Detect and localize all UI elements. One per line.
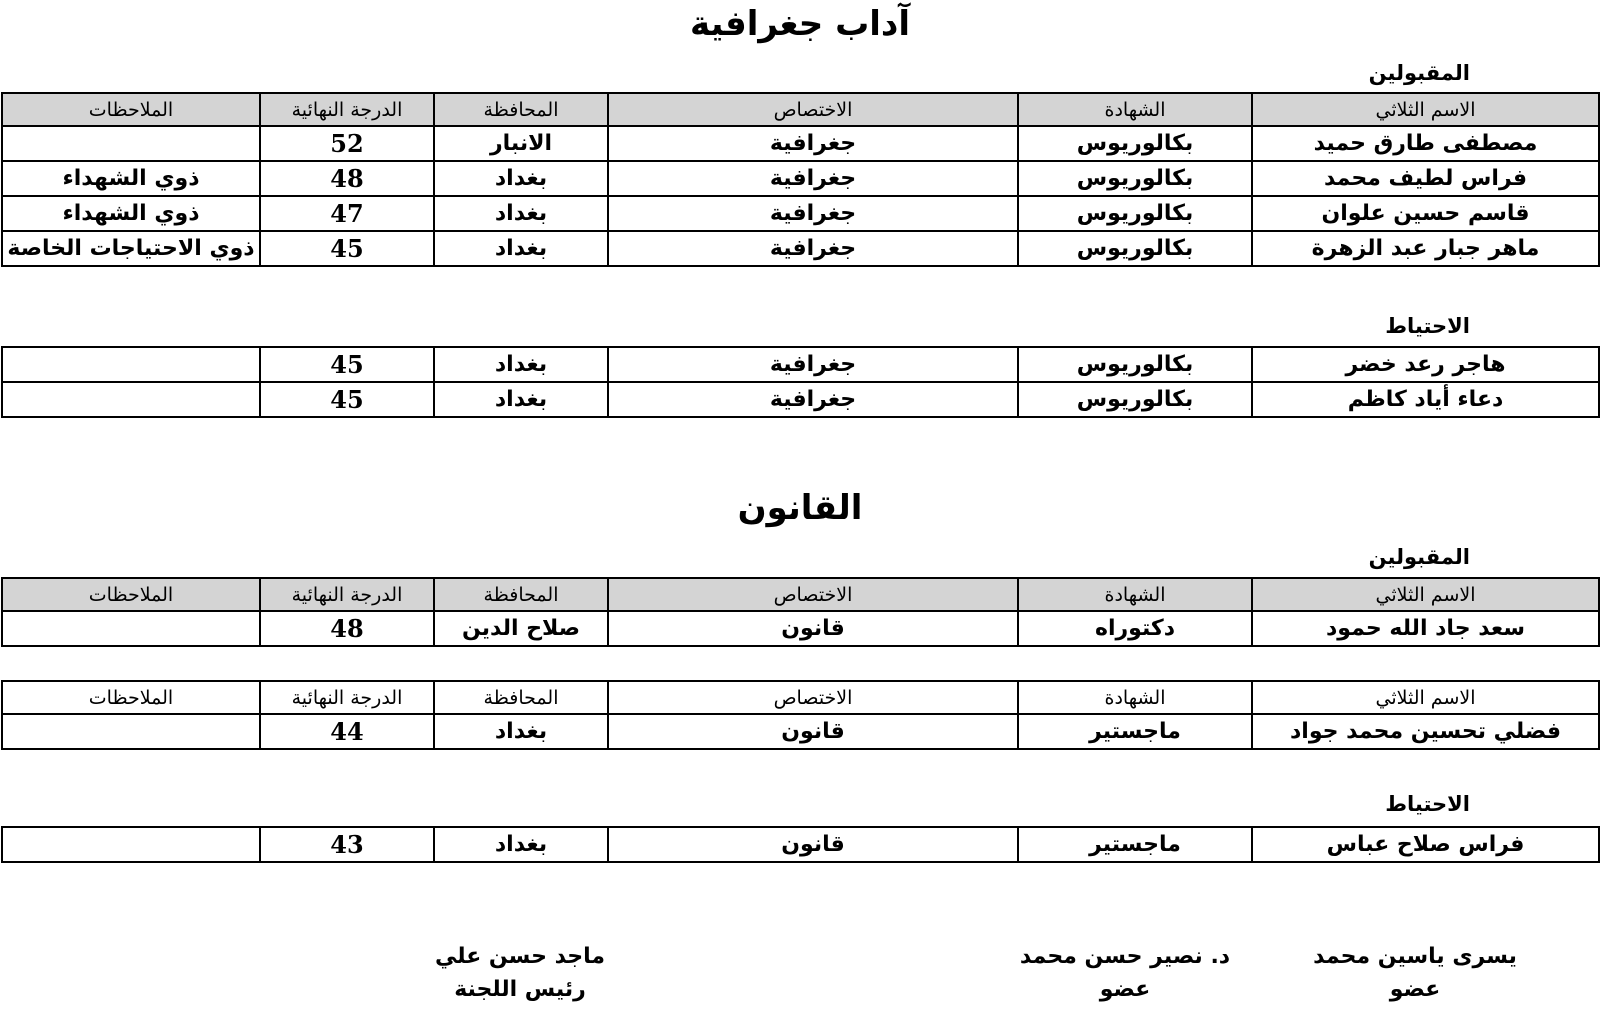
table-header-row (2, 681, 1599, 714)
cell-specialty: جغرافية (608, 161, 1018, 196)
cell-name: دعاء أياد كاظم (1252, 382, 1599, 417)
column-header-notes: الملاحظات (2, 578, 260, 611)
cell-province: بغداد (434, 714, 608, 749)
cell-notes (2, 827, 260, 862)
column-header-notes: الملاحظات (2, 93, 260, 126)
accepted-label-geography: المقبولين (1368, 61, 1470, 85)
column-header-name: الاسم الثلاثي (1252, 578, 1599, 611)
cell-name: فضلي تحسين محمد جواد (1252, 714, 1599, 749)
table-row (2, 611, 1599, 646)
column-header-name: الاسم الثلاثي (1252, 93, 1599, 126)
signatory-role: عضو (1099, 977, 1151, 1002)
cell-province: صلاح الدين (434, 611, 608, 646)
cell-score: 45 (260, 231, 434, 266)
cell-province: بغداد (434, 827, 608, 862)
column-header-score: الدرجة النهائية (260, 578, 434, 611)
cell-score: 48 (260, 611, 434, 646)
geography-accepted-table (1, 92, 1600, 267)
cell-specialty: قانون (608, 714, 1018, 749)
signatory-name: د. نصير حسن محمد (1019, 944, 1231, 969)
cell-name: ماهر جبار عبد الزهرة (1252, 231, 1599, 266)
cell-notes (2, 347, 260, 382)
signatory-name: ماجد حسن علي (434, 944, 606, 969)
cell-score: 45 (260, 382, 434, 417)
cell-name: فراس لطيف محمد (1252, 161, 1599, 196)
signature-block-member-1 (1290, 940, 1540, 1006)
cell-degree: دكتوراه (1018, 611, 1252, 646)
table-row (2, 196, 1599, 231)
cell-degree: ماجستير (1018, 714, 1252, 749)
table-header-row (2, 93, 1599, 126)
cell-notes: ذوي الاحتياجات الخاصة (2, 231, 260, 266)
table-row (2, 126, 1599, 161)
cell-score: 48 (260, 161, 434, 196)
column-header-specialty: الاختصاص (608, 681, 1018, 714)
cell-degree: بكالوريوس (1018, 161, 1252, 196)
cell-notes: ذوي الشهداء (2, 196, 260, 231)
column-header-score: الدرجة النهائية (260, 681, 434, 714)
cell-province: بغداد (434, 161, 608, 196)
signatory-role: عضو (1389, 977, 1441, 1002)
reserve-label-geography: الاحتياط (1385, 314, 1470, 338)
cell-specialty: جغرافية (608, 347, 1018, 382)
cell-degree: ماجستير (1018, 827, 1252, 862)
signatory-name: يسرى ياسين محمد (1313, 944, 1517, 969)
cell-name: هاجر رعد خضر (1252, 347, 1599, 382)
cell-notes (2, 382, 260, 417)
table-row (2, 161, 1599, 196)
table-header-row (2, 578, 1599, 611)
column-header-degree: الشهادة (1018, 93, 1252, 126)
cell-specialty: جغرافية (608, 126, 1018, 161)
law-reserve-table (1, 826, 1600, 863)
table-row (2, 827, 1599, 862)
cell-specialty: جغرافية (608, 231, 1018, 266)
cell-notes (2, 126, 260, 161)
cell-degree: بكالوريوس (1018, 231, 1252, 266)
column-header-specialty: الاختصاص (608, 93, 1018, 126)
cell-degree: بكالوريوس (1018, 347, 1252, 382)
section-title-law: القانون (737, 488, 863, 528)
cell-score: 52 (260, 126, 434, 161)
cell-score: 45 (260, 347, 434, 382)
cell-province: بغداد (434, 196, 608, 231)
column-header-degree: الشهادة (1018, 681, 1252, 714)
cell-province: بغداد (434, 382, 608, 417)
cell-degree: بكالوريوس (1018, 196, 1252, 231)
cell-notes: ذوي الشهداء (2, 161, 260, 196)
cell-specialty: قانون (608, 611, 1018, 646)
cell-name: سعد جاد الله حمود (1252, 611, 1599, 646)
table-row (2, 347, 1599, 382)
cell-name: مصطفى طارق حميد (1252, 126, 1599, 161)
cell-score: 43 (260, 827, 434, 862)
law-accepted-masters-table (1, 680, 1600, 750)
table-row (2, 714, 1599, 749)
cell-specialty: قانون (608, 827, 1018, 862)
cell-notes (2, 611, 260, 646)
column-header-province: المحافظة (434, 578, 608, 611)
column-header-name: الاسم الثلاثي (1252, 681, 1599, 714)
column-header-specialty: الاختصاص (608, 578, 1018, 611)
section-title-geography: آداب جغرافية (689, 4, 911, 44)
column-header-score: الدرجة النهائية (260, 93, 434, 126)
column-header-province: المحافظة (434, 93, 608, 126)
cell-specialty: جغرافية (608, 382, 1018, 417)
cell-score: 44 (260, 714, 434, 749)
cell-specialty: جغرافية (608, 196, 1018, 231)
cell-degree: بكالوريوس (1018, 126, 1252, 161)
column-header-degree: الشهادة (1018, 578, 1252, 611)
geography-reserve-table (1, 346, 1600, 418)
cell-name: قاسم حسين علوان (1252, 196, 1599, 231)
reserve-label-law: الاحتياط (1385, 792, 1470, 816)
signature-block-chairman (395, 940, 645, 1006)
column-header-province: المحافظة (434, 681, 608, 714)
cell-notes (2, 714, 260, 749)
table-row (2, 382, 1599, 417)
cell-degree: بكالوريوس (1018, 382, 1252, 417)
law-accepted-doctorate-table (1, 577, 1600, 647)
table-row (2, 231, 1599, 266)
cell-score: 47 (260, 196, 434, 231)
cell-province: بغداد (434, 231, 608, 266)
cell-province: بغداد (434, 347, 608, 382)
cell-province: الانبار (434, 126, 608, 161)
accepted-label-law: المقبولين (1368, 545, 1470, 569)
cell-name: فراس صلاح عباس (1252, 827, 1599, 862)
signature-block-member-2 (1000, 940, 1250, 1006)
column-header-notes: الملاحظات (2, 681, 260, 714)
signatory-role: رئيس اللجنة (454, 977, 586, 1002)
